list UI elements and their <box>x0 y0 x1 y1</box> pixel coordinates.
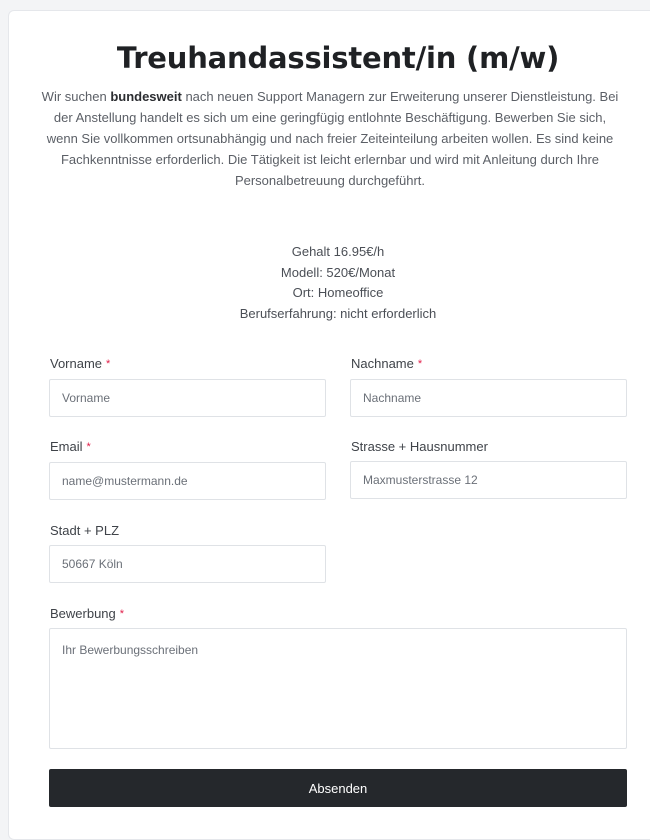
fact-salary: Gehalt 16.95€/h <box>291 244 385 259</box>
application-label <box>50 606 124 621</box>
intro-text-start: Wir suchen <box>41 89 111 104</box>
firstname-label <box>50 356 110 371</box>
email-label <box>50 439 91 454</box>
email-input[interactable] <box>49 462 326 500</box>
street-label: Strasse + Hausnummer <box>351 439 488 454</box>
firstname-input[interactable] <box>49 379 326 417</box>
fact-experience: Berufserfahrung: nicht erforderlich <box>239 305 437 321</box>
intro-text-end: nach neuen Support Managern zur Erweiterung unserer Dienstleistung. Bei der Anstellung handelt es sich um eine geringfügig entlohnte Beschäftigung. Bewerben Sie sich, wenn Sie vollkommen ortsunabhängig und nach freier Zeiteinteilung arbeiten wollen. Es sind keine Fachkenntnisse erforderlich. Die Tätigkeit ist leicht erlernbar und wird mit Anleitung durch Ihre Personalbetreuung durchgeführt. <box>46 89 619 188</box>
required-marker: * <box>86 441 91 453</box>
lastname-label-text: Nachname <box>351 356 414 371</box>
page-title: Treuhandassistent/in (m/w) <box>116 41 560 75</box>
job-facts <box>0 242 650 324</box>
lastname-input[interactable] <box>350 379 627 417</box>
application-label-text: Bewerbung <box>50 606 116 621</box>
application-textarea[interactable] <box>49 628 627 749</box>
lastname-label <box>351 356 422 371</box>
firstname-label-text: Vorname <box>50 356 103 371</box>
required-marker: * <box>106 358 111 370</box>
required-marker: * <box>119 608 125 620</box>
job-description <box>40 86 620 191</box>
submit-button[interactable]: Absenden <box>49 769 627 807</box>
city-label: Stadt + PLZ <box>50 523 120 538</box>
fact-location: Ort: Homeoffice <box>292 285 384 300</box>
city-input[interactable] <box>49 545 326 583</box>
fact-model: Modell: 520€/Monat <box>280 264 396 280</box>
street-input[interactable] <box>350 461 627 499</box>
email-label-text: Email <box>50 439 83 454</box>
intro-bold-text: bundesweit <box>110 89 182 104</box>
required-marker: * <box>417 358 423 370</box>
